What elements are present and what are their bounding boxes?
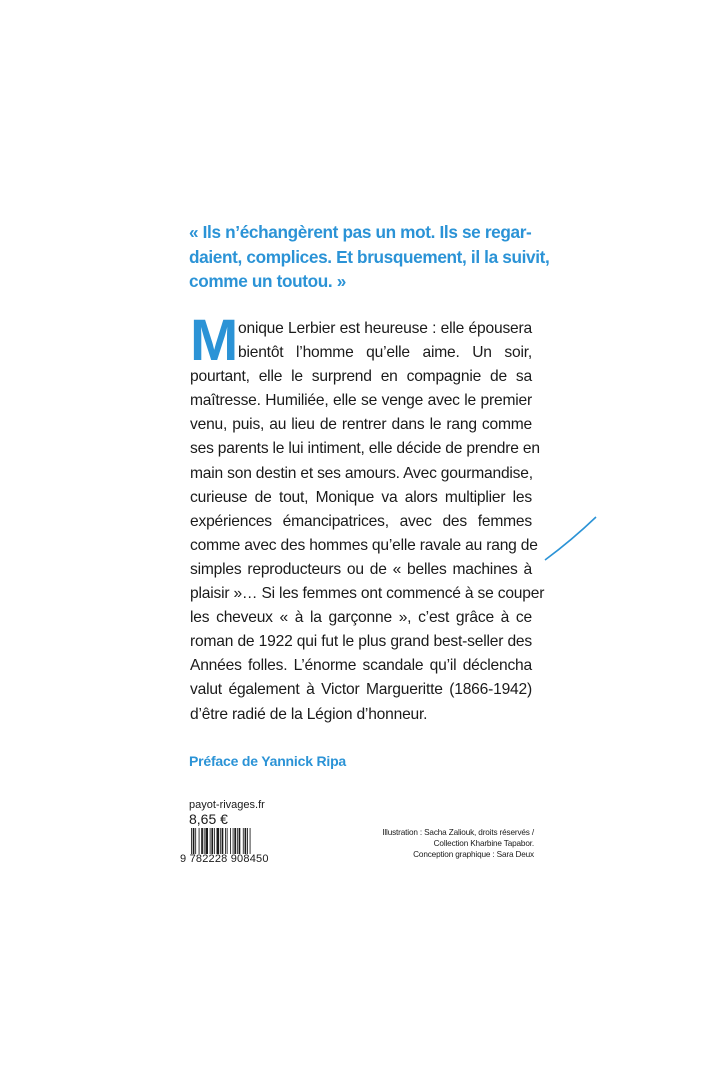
summary-line: pourtant, elle le surprend en compagnie de sa (190, 368, 532, 386)
barcode-bar (250, 828, 251, 854)
barcode-bar (222, 828, 224, 854)
quote-line: comme un toutou. » (189, 271, 346, 292)
credit-line: Conception graphique : Sara Deux (413, 850, 534, 859)
barcode-bar (205, 828, 208, 854)
barcode-bar (210, 828, 211, 854)
summary-line: simples reproducteurs ou de « belles machines à (190, 560, 532, 578)
summary-line: les cheveux « à la garçonne », c’est grâce à ce (190, 609, 532, 627)
barcode-bar (233, 828, 234, 854)
barcode-bar (234, 828, 236, 854)
summary-line: curieuse de tout, Monique va alors multiplier les (190, 488, 532, 506)
quote-line: daient, complices. Et brusquement, il la suivit, (189, 246, 550, 267)
summary-line: bientôt l’homme qu’elle aime. Un soir, (238, 344, 532, 362)
barcode-bar (245, 828, 247, 854)
summary-line: roman de 1922 qui fut le plus grand best-seller des (190, 633, 532, 651)
barcode-bar (211, 828, 213, 854)
barcode-bar (204, 828, 205, 854)
preface-credit: Préface de Yannick Ripa (189, 753, 347, 769)
barcode (191, 828, 277, 854)
summary-line: main son destin et ses amours. Avec gourmandise, (190, 464, 533, 482)
drop-cap: M (190, 308, 237, 373)
barcode-bar (214, 828, 215, 854)
barcode-bar (193, 828, 195, 854)
summary-line: d’être radié de la Légion d’honneur. (190, 705, 428, 723)
credits-block (362, 827, 534, 860)
publisher-website: payot-rivages.fr (189, 799, 265, 811)
barcode-bar (199, 828, 200, 854)
barcode-bar (225, 828, 226, 854)
barcode-bar (237, 828, 238, 854)
isbn-number: 9 782228 908450 (180, 853, 269, 865)
barcode-bar (243, 828, 244, 854)
barcode-bar (239, 828, 241, 854)
summary-line: Années folles. L’énorme scandale qu’il déclencha (190, 657, 532, 675)
barcode-bar (201, 828, 203, 854)
summary-line: valut également à Victor Margueritte (1866-1942) (190, 681, 532, 699)
summary-line: comme avec des hommes qu’elle ravale au rang de (190, 536, 538, 554)
barcode-bar (220, 828, 221, 854)
summary-paragraph (190, 308, 545, 727)
price-label: 8,65 € (189, 811, 228, 827)
summary-line: onique Lerbier est heureuse : elle épousera (238, 320, 532, 337)
barcode-bar (191, 828, 192, 854)
summary-line: plaisir »… Si les femmes ont commencé à se couper (190, 585, 545, 603)
summary-line: maîtresse. Humiliée, elle se venge avec le premier (190, 392, 532, 410)
quote-line: « Ils n’échangèrent pas un mot. Ils se regar- (189, 222, 532, 242)
pull-quote (189, 220, 550, 294)
barcode-bar (230, 828, 231, 854)
credit-line: Collection Kharbine Tapabor. (433, 839, 534, 848)
summary-line: ses parents le lui intiment, elle décide de prendre en (190, 440, 540, 458)
barcode-bar (227, 828, 228, 854)
barcode-bar (217, 828, 220, 854)
summary-line: venu, puis, au lieu de rentrer dans le rang comme (190, 416, 532, 434)
barcode-bar (247, 828, 248, 854)
credit-line: Illustration : Sacha Zaliouk, droits réservés / (382, 828, 534, 837)
summary-line: expériences émancipatrices, avec des femmes (190, 512, 532, 530)
barcode-bar (195, 828, 196, 854)
